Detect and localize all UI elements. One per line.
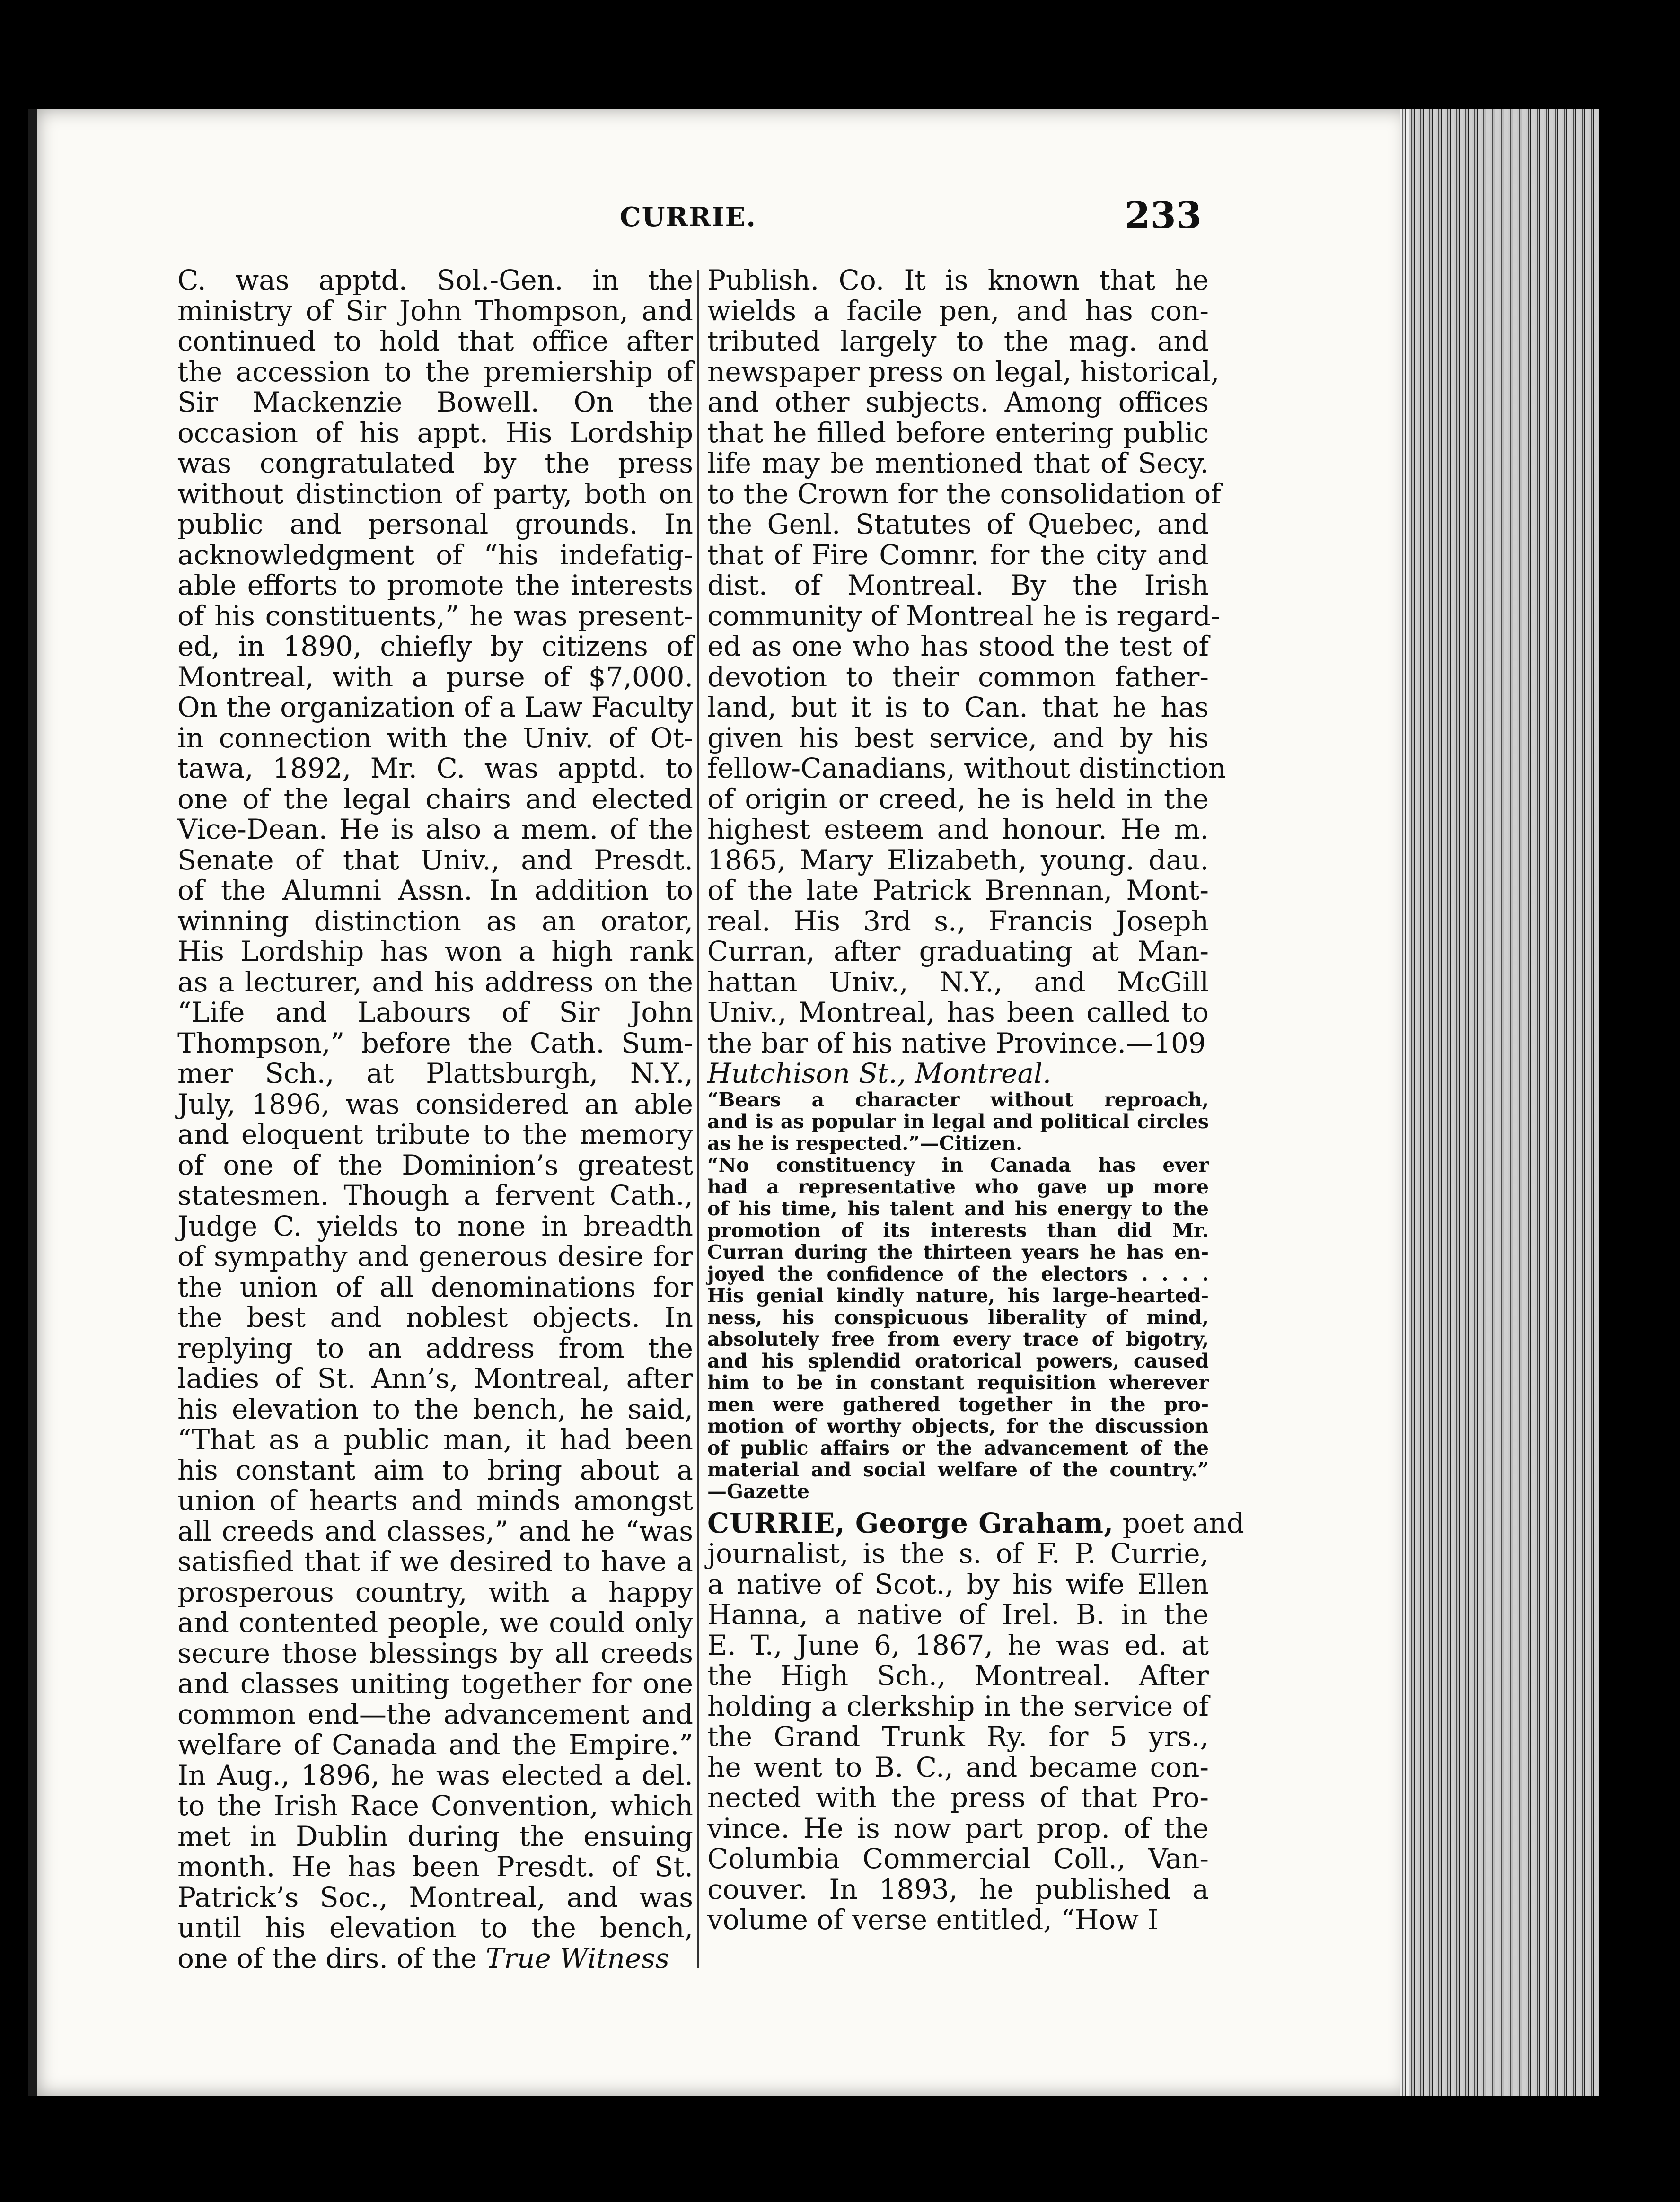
text-line: one of the legal chairs and elected [177,782,693,815]
left-column [177,264,693,1974]
text-line: all creeds and classes,” and he “was [177,1515,693,1547]
text-line: mer Sch., at Plattsburgh, N.Y., [177,1057,693,1089]
text-line: community of Montreal he is regard- [707,599,1220,632]
text-line: ed as one who has stood the test of [707,630,1209,662]
publication-title: True Witness [485,1942,669,1974]
text-line: wields a facile pen, and has con- [707,294,1209,327]
text-line: satisfied that if we desired to have a [177,1545,693,1578]
text-line: and other subjects. Among offices [707,386,1209,418]
text-line: a native of Scot., by his wife Ellen [707,1568,1209,1600]
entry-first-line-rest: poet and [1114,1507,1244,1539]
text-line: of his time, his talent and his energy to the [707,1197,1209,1220]
text-line: secure those blessings by all creeds [177,1637,693,1669]
text-line: common end—the advancement and [177,1698,693,1730]
text-line: and contented people, we could only [177,1606,693,1639]
text-line: and his splendid oratorical powers, caused [707,1349,1209,1372]
text-line: vince. He is now part prop. of the [707,1812,1209,1844]
text-line: him to be in constant requisition wherever [707,1371,1209,1394]
right-column-lines-a [707,264,1226,1059]
text-line: the best and noblest objects. In [177,1301,693,1333]
quote-citizen-lines [707,1089,1209,1154]
text-line: union of hearts and minds amongst [177,1484,693,1517]
text-line: and classes uniting together for one [177,1667,693,1700]
text-line: “That as a public man, it had been [177,1423,693,1456]
text-line: statesmen. Though a fervent Cath., [177,1179,693,1211]
text-line: —Gazette [707,1480,809,1503]
text-line: and is as popular in legal and political circles [707,1110,1209,1133]
text-line: devotion to their common father- [707,660,1209,693]
running-title: CURRIE. [620,202,756,233]
text-line: fellow-Canadians, without distinction [707,752,1226,784]
text-line: the union of all denominations for [177,1271,693,1303]
text-line: that of Fire Comnr. for the city and [707,538,1209,571]
right-column-lines-b [707,1538,1209,1935]
text-line: tawa, 1892, Mr. C. was apptd. to [177,752,693,784]
right-column [707,264,1244,1968]
text-line: absolutely free from every trace of bigotry, [707,1327,1209,1351]
text-line: in connection with the Univ. of Ot- [177,721,693,754]
text-line: given his best service, and by his [707,721,1209,754]
text-line: Patrick’s Soc., Montreal, and was [177,1881,693,1913]
text-line: real. His 3rd s., Francis Joseph [707,904,1209,937]
entry-heading-line [707,1507,1244,1539]
text-line: 1865, Mary Elizabeth, young. dau. [707,843,1209,876]
text-line: His Lordship has won a high rank [177,935,693,967]
text-line: C. was apptd. Sol.-Gen. in the [177,264,693,296]
quote-gazette-lines [707,1154,1209,1502]
text-line: of the late Patrick Brennan, Mont- [707,874,1209,906]
text-line: the Genl. Statutes of Quebec, and [707,508,1209,540]
text-line: “Life and Labours of Sir John [177,996,693,1028]
text-line: highest esteem and honour. He m. [707,813,1209,845]
text-line: hattan Univ., N.Y., and McGill [707,965,1209,998]
text-line: and eloquent tribute to the memory [177,1118,693,1150]
text-line: Sir Mackenzie Bowell. On the [177,386,693,418]
text-line: Judge C. yields to none in breadth [177,1210,693,1242]
text-line: as a lecturer, and his address on the [177,965,693,998]
text-line: “Bears a character without reproach, [707,1088,1209,1111]
text-line: land, but it is to Can. that he has [707,691,1209,723]
running-head [180,194,1202,237]
text-line: the Grand Trunk Ry. for 5 yrs., [707,1720,1209,1753]
text-line: dist. of Montreal. By the Irish [707,569,1209,601]
text-line: of one of the Dominion’s greatest [177,1149,693,1181]
text-line: life may be mentioned that of Secy. [707,447,1209,479]
text-line: to the Irish Race Convention, which [177,1790,693,1822]
text-line: material and social welfare of the country.” [707,1458,1209,1481]
text-line: Curran during the thirteen years he has en- [707,1240,1209,1263]
text-line: ed, in 1890, chiefly by citizens of [177,630,693,662]
address-line: Hutchison St., Montreal. [707,1057,1052,1089]
text-line: ministry of Sir John Thompson, and [177,294,693,327]
text-line: had a representative who gave up more [707,1175,1209,1198]
text-line: motion of worthy objects, for the discussion [707,1414,1209,1438]
text-line: journalist, is the s. of F. P. Currie, [707,1537,1209,1570]
text-line: Hanna, a native of Irel. B. in the [707,1598,1209,1631]
text-line: occasion of his appt. His Lordship [177,416,693,449]
text-line: the High Sch., Montreal. After [707,1659,1209,1692]
text-line: his constant aim to bring about a [177,1454,693,1486]
text-line: Columbia Commercial Coll., Van- [707,1842,1209,1875]
left-column-lines [177,265,693,1943]
text-line: was congratulated by the press [177,447,693,479]
text-line: he went to B. C., and became con- [707,1751,1209,1783]
text-line: until his elevation to the bench, [177,1912,693,1944]
text-line: Publish. Co. It is known that he [707,264,1209,296]
text-line: holding a clerkship in the service of [707,1690,1209,1722]
text-line: of his constituents,” he was present- [177,599,693,632]
text-line: Univ., Montreal, has been called to [707,996,1209,1028]
page-edge-scan-noise [1400,109,1599,2096]
text-line: winning distinction as an orator, [177,904,693,937]
text-line: Montreal, with a purse of $7,000. [177,660,693,693]
text-line: tributed largely to the mag. and [707,325,1209,357]
press-quote-citizen [707,1089,1209,1154]
text-line: newspaper press on legal, historical, [707,355,1220,388]
text-line: July, 1896, was considered an able [177,1088,693,1120]
text-line: joyed the confidence of the electors . . . . [707,1262,1209,1285]
text-line: men were gathered together in the pro- [707,1393,1209,1416]
text-line: ladies of St. Ann’s, Montreal, after [177,1362,693,1395]
text-line: acknowledgment of “his indefatig- [177,538,693,571]
text-line: of public affairs or the advancement of the [707,1436,1209,1459]
text-line: able efforts to promote the interests [177,569,693,601]
text-line: couver. In 1893, he published a [707,1873,1209,1905]
text-line: prosperous country, with a happy [177,1576,693,1608]
text-line [177,1943,693,1974]
text-line: of origin or creed, he is held in the [707,782,1209,815]
text-line: his elevation to the bench, he said, [177,1393,693,1425]
scan-bottom-border [28,2096,1590,2202]
text-line: public and personal grounds. In [177,508,693,540]
text-line: month. He has been Presdt. of St. [177,1851,693,1883]
text-line: of sympathy and generous desire for [177,1240,693,1272]
text-line: continued to hold that office after [177,325,693,357]
text-line: replying to an address from the [177,1332,693,1364]
text-line: Vice-Dean. He is also a mem. of the [177,813,693,845]
text-line: nected with the press of that Pro- [707,1781,1209,1814]
text-line: the bar of his native Province.—109 [707,1026,1206,1059]
text-line: welfare of Canada and the Empire.” [177,1728,693,1761]
entry-name: CURRIE, George Graham, [707,1507,1114,1539]
text-line: the accession to the premiership of [177,355,693,388]
text-line: “No constituency in Canada has ever [707,1153,1209,1176]
text-line: In Aug., 1896, he was elected a del. [177,1759,693,1791]
text-line: promotion of its interests than did Mr. [707,1219,1209,1242]
text-line: Curran, after graduating at Man- [707,935,1209,967]
scan-top-border [0,0,1680,99]
text-line: On the organization of a Law Faculty [177,691,693,723]
text-line: His genial kindly nature, his large-hearted- [707,1284,1209,1307]
text-line: volume of verse entitled, “How I [707,1904,1159,1936]
text-line-before-italic: one of the dirs. of the [177,1942,486,1974]
text-line: as he is respected.”—Citizen. [707,1132,1023,1155]
text-line: Thompson,” before the Cath. Sum- [177,1026,693,1059]
text-line: ness, his conspicuous liberality of mind, [707,1306,1209,1329]
text-line: met in Dublin during the ensuing [177,1820,693,1852]
text-line: that he filled before entering public [707,416,1209,449]
text-line: of the Alumni Assn. In addition to [177,874,693,906]
text-line: without distinction of party, both on [177,477,693,510]
text-line: Senate of that Univ., and Presdt. [177,843,693,876]
press-quote-gazette [707,1154,1209,1502]
column-divider [697,270,699,1968]
text-line: to the Crown for the consolidation of [707,477,1221,510]
text-line: E. T., June 6, 1867, he was ed. at [707,1629,1209,1661]
page-number: 233 [1125,194,1202,237]
